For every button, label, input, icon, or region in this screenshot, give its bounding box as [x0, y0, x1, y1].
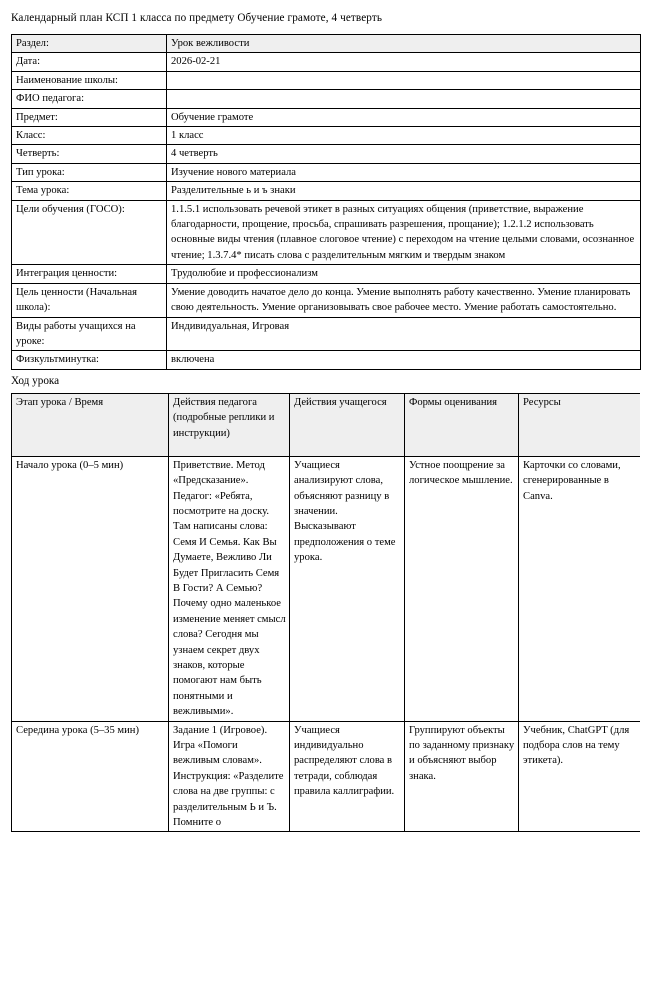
table-row [12, 53, 641, 71]
page-title: Календарный план КСП 1 класса по предмету Обучение грамоте, 4 четверть [11, 12, 383, 24]
cell-stage: Начало урока (0–5 мин) [12, 456, 169, 721]
info-label: Цель ценности (Начальная школа): [12, 283, 167, 317]
cell-student-actions: Учащиеся индивидуально распределяют слова в тетради, соблюдая правила каллиграфии. [290, 721, 405, 832]
lesson-flow-body [12, 456, 641, 832]
info-label: Тема урока: [12, 182, 167, 200]
info-label: Виды работы учащихся на уроке: [12, 317, 167, 351]
cell-stage: Середина урока (5–35 мин) [12, 721, 169, 832]
info-label: Класс: [12, 127, 167, 145]
info-label: Раздел: [12, 35, 167, 53]
cell-assessment: Группируют объекты по заданному признаку и объясняют выбор знака. [405, 721, 519, 832]
info-label: Цели обучения (ГОСО): [12, 200, 167, 265]
cell-student-actions: Учащиеся анализируют слова, объясняют разницу в значении. Высказывают предположения о теме урока. [290, 456, 405, 721]
column-header-teacher-actions: Действия педагога (подробные реплики и инструкции) [169, 393, 290, 456]
info-label: Дата: [12, 53, 167, 71]
info-value: 4 четверть [167, 145, 641, 163]
table-row [12, 721, 641, 832]
info-label: Предмет: [12, 108, 167, 126]
table-row [12, 163, 641, 181]
column-header-assessment: Формы оценивания [405, 393, 519, 456]
table-row [12, 108, 641, 126]
table-row [12, 182, 641, 200]
info-label: Тип урока: [12, 163, 167, 181]
table-row [12, 35, 641, 53]
column-header-student-actions: Действия учащегося [290, 393, 405, 456]
info-label: Интеграция ценности: [12, 265, 167, 283]
info-label: ФИО педагога: [12, 90, 167, 108]
info-value: 1 класс [167, 127, 641, 145]
cell-assessment: Устное поощрение за логическое мышление. [405, 456, 519, 721]
info-value: Трудолюбие и профессионализм [167, 265, 641, 283]
info-label: Четверть: [12, 145, 167, 163]
table-row [12, 317, 641, 351]
lesson-flow-table [11, 393, 640, 833]
info-value: Умение доводить начатое дело до конца. Умение выполнять работу качественно. Умение планировать свою деятельность. Умение организовывать свое рабочее место. Умение работать самостоятельно. [167, 283, 641, 317]
info-value: 1.1.5.1 использовать речевой этикет в разных ситуациях общения (приветствие, выражение благодарности, прощение, просьба, спрашивать разрешения, прощание); 1.2.1.2 использовать основные виды чтения (плавное слоговое чтение) с переходом на чтение целыми словами, осознанное чтение; 1.3.7.4* писать слова с разделительным мягким и твердым знаком [167, 200, 641, 265]
info-value: Разделительные ь и ъ знаки [167, 182, 641, 200]
table-row [12, 71, 641, 89]
lesson-info-table [11, 34, 641, 370]
info-value: Урок вежливости [167, 35, 641, 53]
table-row [12, 456, 641, 721]
lesson-info-body [12, 35, 641, 370]
table-header-row [12, 393, 641, 456]
lesson-flow-clip [11, 393, 640, 1005]
section-caption-lesson-flow: Ход урока [11, 374, 60, 387]
table-row [12, 127, 641, 145]
table-row [12, 145, 641, 163]
cell-resources: Карточки со словами, сгенерированные в Canva. [519, 456, 641, 721]
cell-teacher-actions: Задание 1 (Игровое). Игра «Помоги вежливым словам». Инструкция: «Разделите слова на две группы: с разделительным Ь и Ъ. Помните о [169, 721, 290, 832]
cell-teacher-actions: Приветствие. Метод «Предсказание». Педагог: «Ребята, посмотрите на доску. Там написаны слова: Семя И Семья. Как Вы Думаете, Вежливо Ли Будет Пригласить Семя В Гости? А Семью? Почему одно маленькое изменение меняет смысл слова? Сегодня мы узнаем секрет двух знаков, которые помогают нам быть понятными и вежливыми». [169, 456, 290, 721]
cell-resources: Учебник, ChatGPT (для подбора слов на тему этикета). [519, 721, 641, 832]
info-value: включена [167, 351, 641, 369]
column-header-resources: Ресурсы [519, 393, 641, 456]
info-value: Изучение нового материала [167, 163, 641, 181]
info-value: Обучение грамоте [167, 108, 641, 126]
table-row [12, 200, 641, 265]
info-value [167, 71, 641, 89]
table-row [12, 265, 641, 283]
info-value: Индивидуальная, Игровая [167, 317, 641, 351]
info-value: 2026-02-21 [167, 53, 641, 71]
info-label: Физкультминутка: [12, 351, 167, 369]
table-row [12, 351, 641, 369]
lesson-flow-head [12, 393, 641, 456]
info-value [167, 90, 641, 108]
table-row [12, 90, 641, 108]
table-row [12, 283, 641, 317]
info-label: Наименование школы: [12, 71, 167, 89]
column-header-stage: Этап урока / Время [12, 393, 169, 456]
